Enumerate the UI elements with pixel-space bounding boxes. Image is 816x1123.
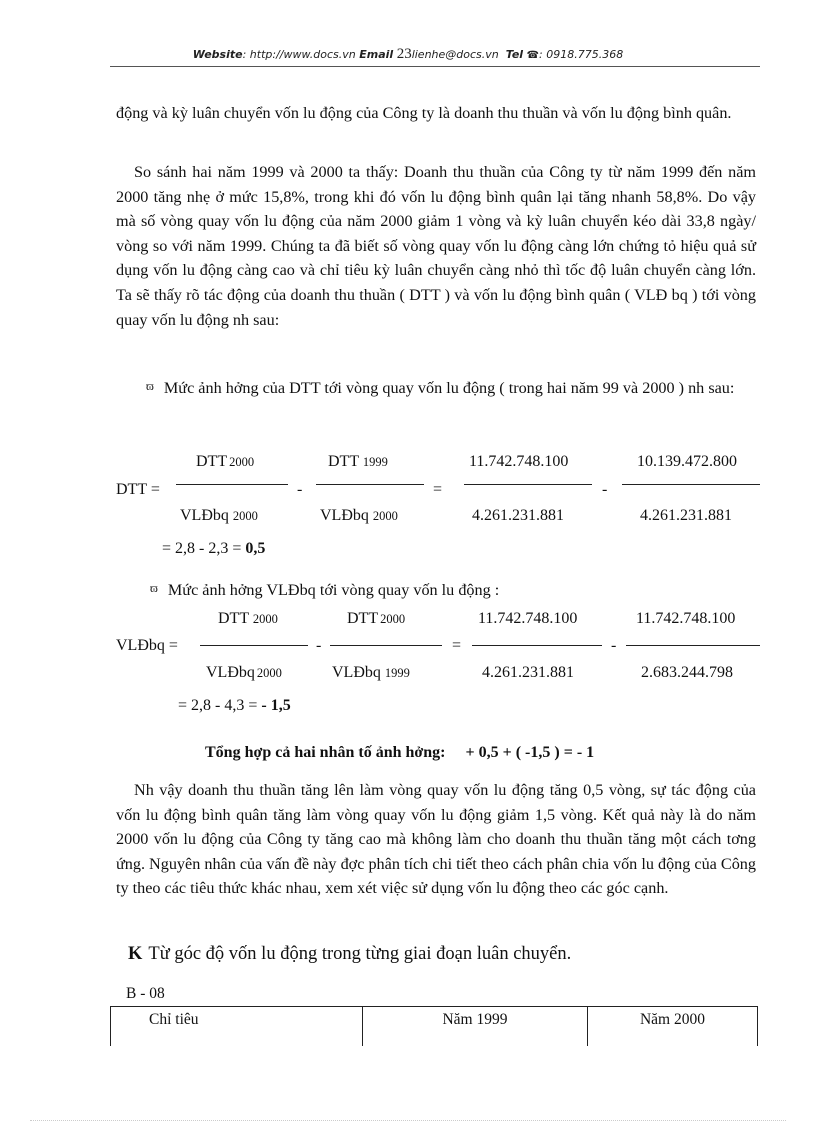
formula-2-minus-1: - bbox=[316, 637, 322, 654]
formula-2-num-1: DTT 2000 bbox=[218, 610, 278, 627]
bullet-symbol-icon: ϖ bbox=[150, 581, 158, 595]
formula-1-lhs: DTT = bbox=[116, 481, 160, 498]
formula-1-equals: = bbox=[433, 481, 443, 498]
formula-1-den-4: 4.261.231.881 bbox=[640, 507, 732, 524]
formula-1-fraction-line-3 bbox=[464, 484, 592, 485]
formula-1-result: = 2,8 - 2,3 = 0,5 bbox=[162, 540, 266, 557]
formula-1-fraction-line-2 bbox=[316, 484, 424, 485]
section-heading-text: Từ góc độ vốn lu động trong từng giai đoạn luân chuyển. bbox=[148, 944, 572, 964]
summary-label: Tổng hợp cả hai nhân tố ảnh hởng: bbox=[205, 744, 446, 761]
paragraph-2 bbox=[116, 160, 756, 332]
formula-2-equals: = bbox=[452, 637, 462, 654]
email-value[interactable]: lienhe@docs.vn bbox=[411, 48, 499, 61]
formula-1-fraction-line-4 bbox=[622, 484, 760, 485]
website-value[interactable]: : http://www.docs.vn bbox=[242, 48, 356, 61]
formula-1-minus-2: - bbox=[602, 481, 608, 498]
page-header bbox=[0, 46, 816, 63]
formula-1-fraction-line-1 bbox=[176, 484, 288, 485]
phone-icon: ☎ bbox=[526, 50, 540, 61]
header-divider bbox=[110, 66, 760, 67]
formula-2-minus-2: - bbox=[611, 637, 617, 654]
formula-2-result: = 2,8 - 4,3 = - 1,5 bbox=[178, 697, 291, 714]
section-marker: K bbox=[128, 944, 143, 964]
paragraph-2-text: So sánh hai năm 1999 và 2000 ta thấy: Doanh thu thuần của Công ty từ năm 1999 đến năm 2000 tăng nhẹ ở mức 15,8%, trong khi đó vốn lu động bình quân lại tăng nhanh 58,8%. Do vậy mà số vòng quay vốn lu động của năm 2000 giảm 1 vòng và kỳ luân chuyển kéo dài 33,8 ngày/ vòng so với năm 1999. Chúng ta đã biết số vòng quay vốn lu động càng lớn chứng tỏ hiệu quả sử dụng vốn lu động càng cao và chỉ tiêu kỳ luân chuyển càng nhỏ thì tốc độ luân chuyển càng lớn. Ta sẽ thấy rõ tác động của doanh thu thuần ( DTT ) và vốn lu động bình quân ( VLĐ bq ) tới vòng quay vốn lu động nh sau: bbox=[116, 163, 756, 329]
formula-2-fraction-line-2 bbox=[330, 645, 442, 646]
table-header-cell: Năm 2000 bbox=[588, 1007, 758, 1047]
formula-2-num-2: DTT 2000 bbox=[347, 610, 406, 627]
bullet-2-text: Mức ảnh hởng VLĐbq tới vòng quay vốn lu động : bbox=[167, 581, 500, 599]
formula-2-lhs: VLĐbq = bbox=[116, 637, 178, 654]
formula-2-fraction-line-1 bbox=[200, 645, 308, 646]
website-label: Website bbox=[192, 48, 243, 61]
email-label: Email bbox=[359, 48, 394, 61]
formula-2-num-4: 11.742.748.100 bbox=[636, 610, 736, 627]
formula-2-den-3: 4.261.231.881 bbox=[482, 664, 574, 681]
table-header-row bbox=[111, 1007, 758, 1047]
tel-value: : 0918.775.368 bbox=[539, 48, 624, 61]
page-number: 23 bbox=[396, 46, 412, 62]
formula-1-minus-1: - bbox=[297, 481, 303, 498]
formula-2-num-3: 11.742.748.100 bbox=[478, 610, 578, 627]
bullet-symbol-icon: ϖ bbox=[146, 379, 154, 393]
bullet-1-text: Mức ảnh hởng của DTT tới vòng quay vốn lu động ( trong hai năm 99 và 2000 ) nh sau: bbox=[163, 379, 735, 397]
formula-1-den-1: VLĐbq 2000 bbox=[180, 507, 258, 524]
formula-1-num-3: 11.742.748.100 bbox=[469, 453, 569, 470]
formula-1-den-2: VLĐbq 2000 bbox=[320, 507, 398, 524]
footer-divider bbox=[30, 1120, 786, 1121]
paragraph-3 bbox=[116, 778, 756, 901]
formula-2-fraction-line-4 bbox=[626, 645, 760, 646]
paragraph-1 bbox=[116, 101, 756, 126]
data-table bbox=[110, 1006, 758, 1046]
table-header-cell: Năm 1999 bbox=[363, 1007, 588, 1047]
formula-1-num-1: DTT 2000 bbox=[196, 453, 255, 470]
bullet-1 bbox=[116, 374, 756, 401]
table-header-cell: Chỉ tiêu bbox=[111, 1007, 363, 1047]
table-code: B - 08 bbox=[126, 985, 165, 1002]
formula-2-den-2: VLĐbq 1999 bbox=[332, 664, 410, 681]
tel-label: Tel bbox=[505, 48, 524, 61]
section-heading bbox=[128, 944, 571, 965]
formula-1-num-4: 10.139.472.800 bbox=[637, 453, 737, 470]
paragraph-3-text: Nh vậy doanh thu thuần tăng lên làm vòng quay vốn lu động tăng 0,5 vòng, sự tác động của vốn lu động bình quân tăng làm vòng quay vốn lu động giảm 1,5 vòng. Kết quả này là do năm 2000 vốn lu động của Công ty tăng cao mà không làm cho doanh thu thuần tăng một cách tơng ứng. Nguyên nhân của vấn đề này đợc phân tích chi tiết theo cách phân chia vốn lu động của Công ty theo các tiêu thức khác nhau, xem xét việc sử dụng vốn lu động theo các góc cạnh. bbox=[116, 781, 756, 898]
formula-1-num-2: DTT 1999 bbox=[328, 453, 388, 470]
summary-value: + 0,5 + ( -1,5 ) = - 1 bbox=[465, 744, 595, 761]
summary-line bbox=[205, 744, 594, 762]
bullet-2 bbox=[116, 576, 756, 603]
paragraph-1-text: động và kỳ luân chuyển vốn lu động của Công ty là doanh thu thuần và vốn lu động bình quân. bbox=[116, 104, 732, 122]
formula-2-den-4: 2.683.244.798 bbox=[641, 664, 733, 681]
formula-2-den-1: VLĐbq 2000 bbox=[206, 664, 282, 681]
formula-1-den-3: 4.261.231.881 bbox=[472, 507, 564, 524]
formula-2-fraction-line-3 bbox=[472, 645, 602, 646]
